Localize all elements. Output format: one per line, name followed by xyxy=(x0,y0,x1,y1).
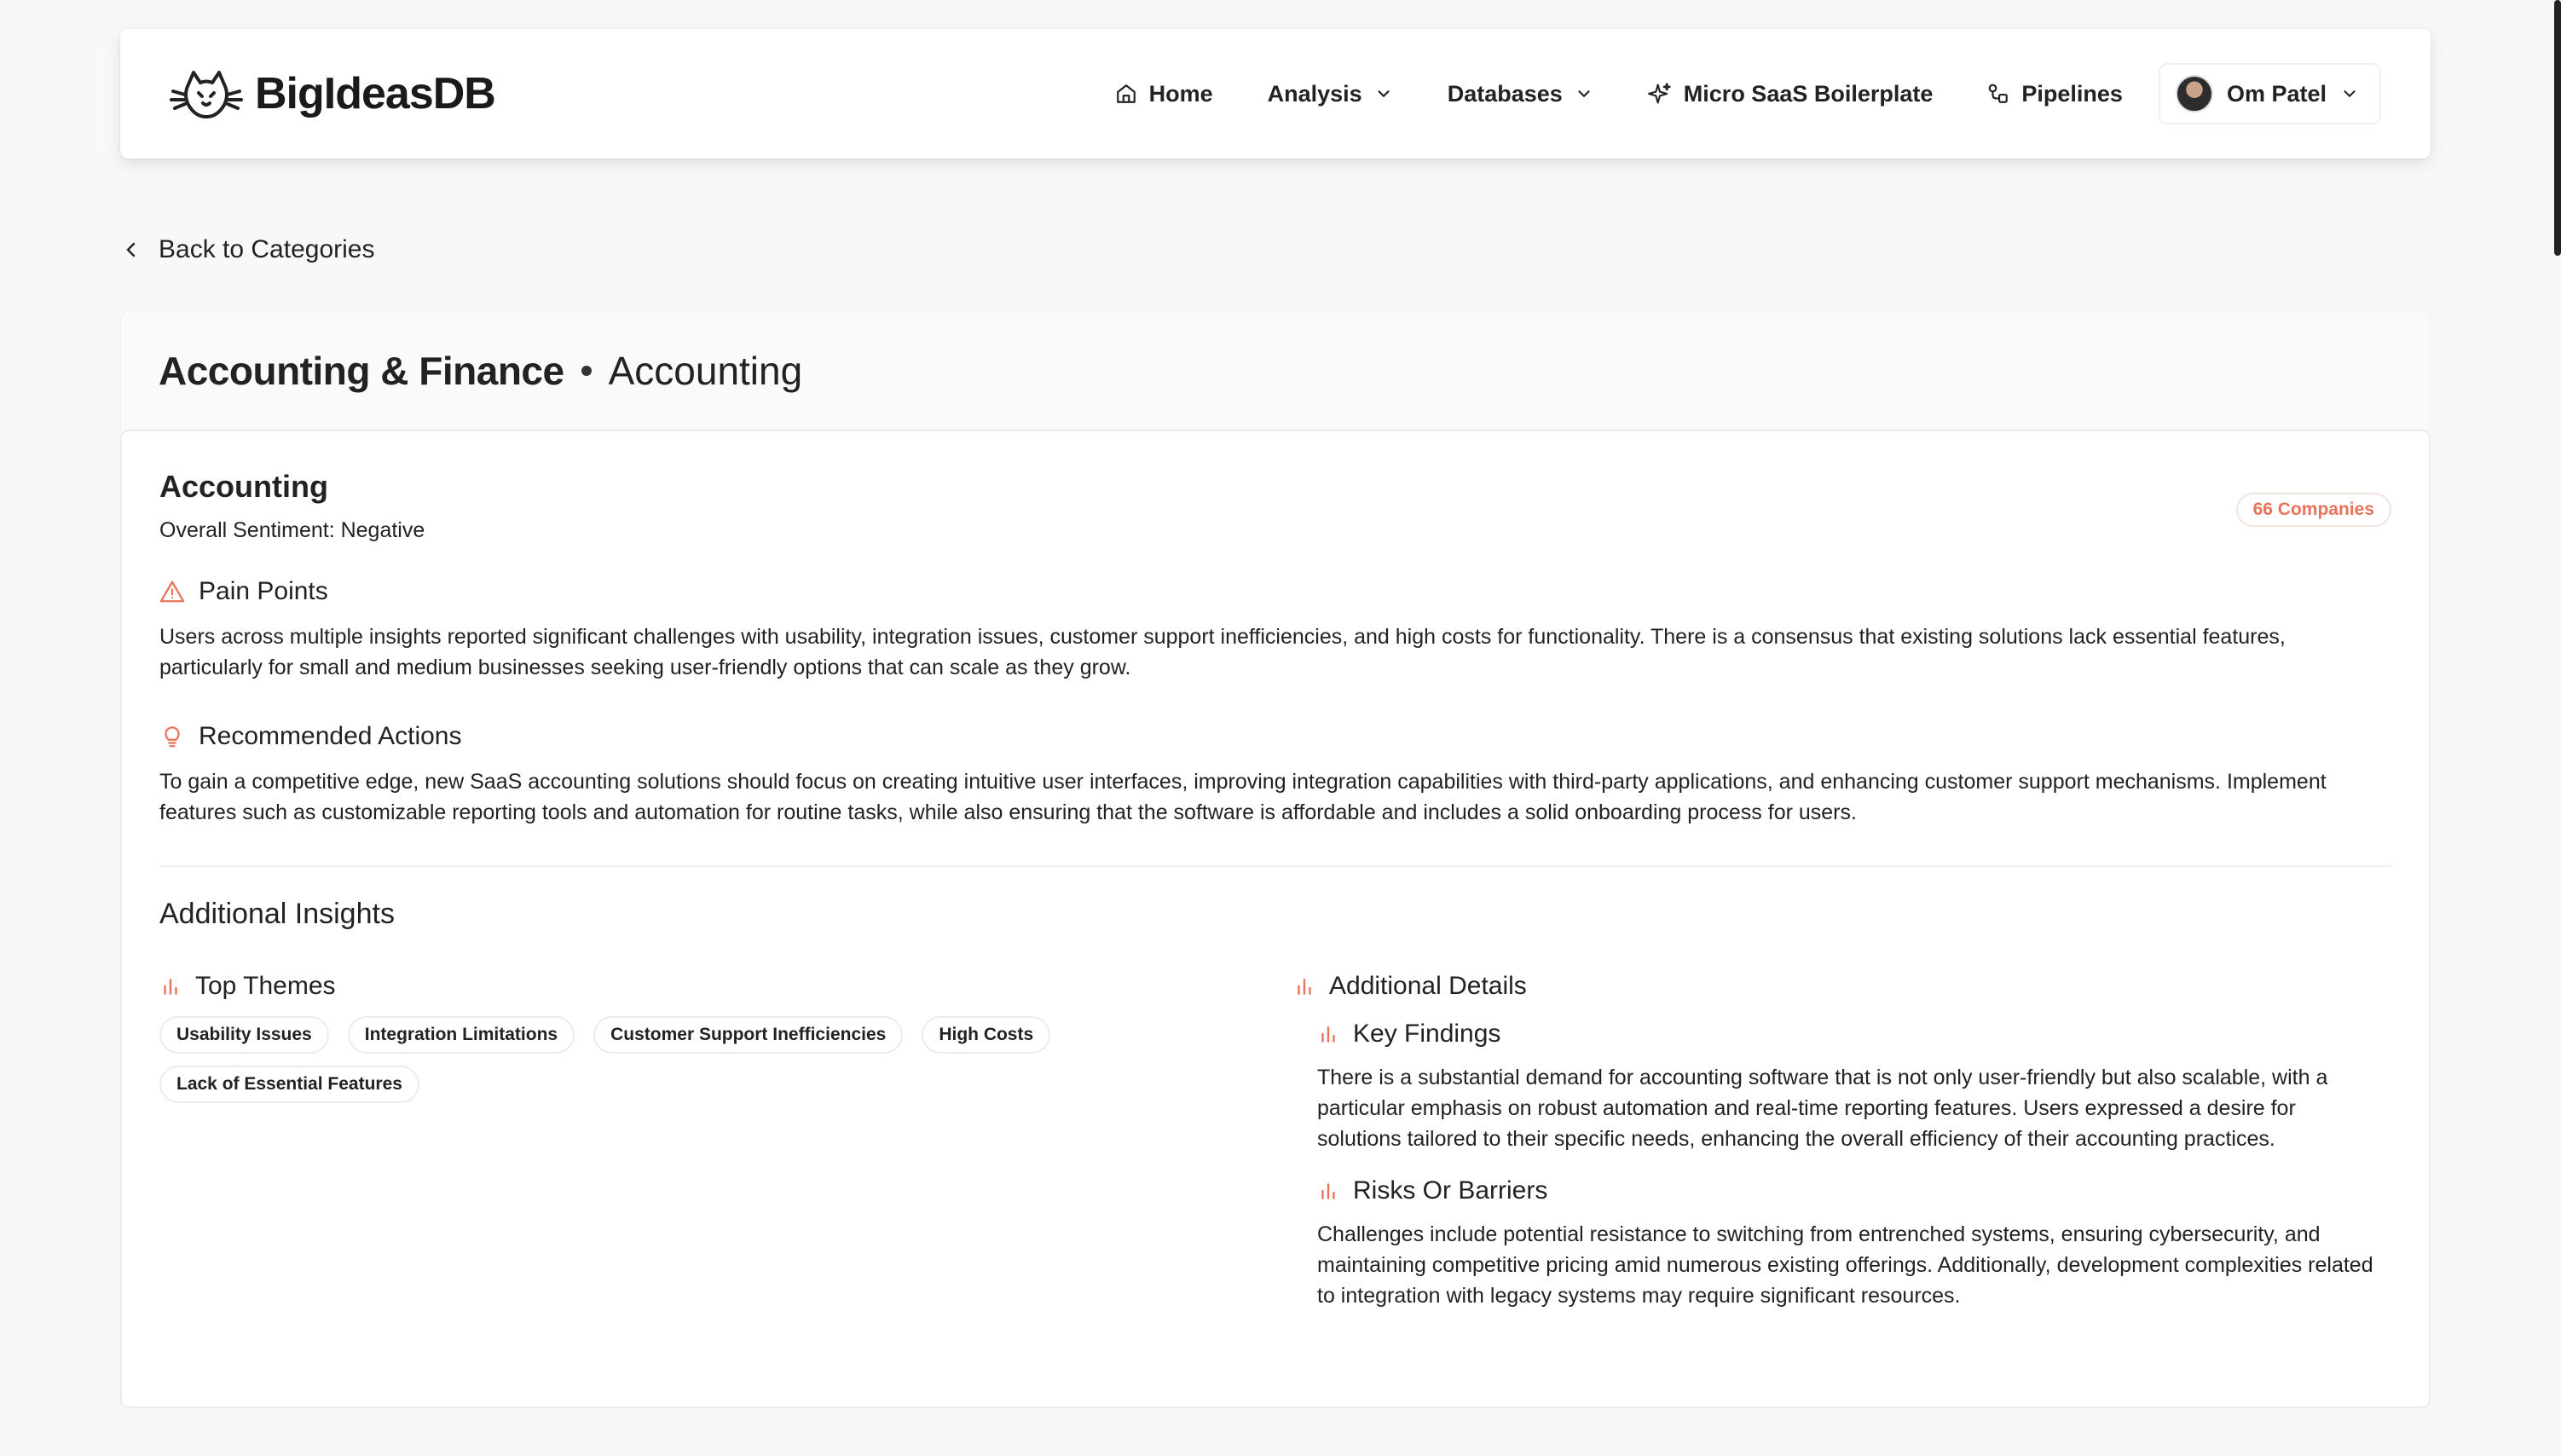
insight-card xyxy=(120,430,2431,1408)
theme-chip[interactable]: Lack of Essential Features xyxy=(159,1066,419,1103)
pain-points-section xyxy=(159,577,2391,683)
nav-pipelines-label: Pipelines xyxy=(2021,80,2123,107)
page-title xyxy=(120,310,2431,430)
theme-chip[interactable]: Integration Limitations xyxy=(348,1016,575,1054)
warning-icon xyxy=(159,580,185,604)
divider xyxy=(159,865,2391,867)
key-findings-block xyxy=(1317,1020,2391,1154)
title-separator-dot xyxy=(581,366,592,376)
bar-chart-icon xyxy=(159,975,182,997)
home-icon xyxy=(1115,83,1137,105)
category-title: Accounting & Finance xyxy=(159,348,564,393)
theme-chip[interactable]: High Costs xyxy=(922,1016,1050,1054)
cat-logo-icon xyxy=(170,66,243,122)
nav-home-label: Home xyxy=(1148,80,1213,107)
back-to-categories-link[interactable] xyxy=(123,235,374,264)
theme-chips xyxy=(159,1016,1097,1103)
avatar xyxy=(2176,75,2213,113)
recommended-actions-text: To gain a competitive edge, new SaaS accounting solutions should focus on creating intuitive user interfaces, improving integration capabilities with third-party applications, and enhancing customer support mechanisms. Implement features such as customizable reporting tools and automation for routine tasks, while also ensuring that the software is affordable and includes a solid onboarding process for users. xyxy=(159,770,2327,824)
recommended-actions-heading: Recommended Actions xyxy=(199,722,462,750)
bar-chart-icon xyxy=(1317,1180,1339,1202)
top-themes-heading: Top Themes xyxy=(195,972,336,1000)
user-name: Om Patel xyxy=(2226,80,2327,107)
sparkle-icon xyxy=(1648,82,1672,106)
chevron-left-icon xyxy=(123,240,140,260)
card-title: Accounting xyxy=(159,469,328,504)
additional-insights-heading: Additional Insights xyxy=(159,898,395,930)
nav-micro-saas[interactable] xyxy=(1621,63,1961,124)
bar-chart-icon xyxy=(1317,1023,1339,1045)
theme-chip[interactable]: Customer Support Inefficiencies xyxy=(593,1016,903,1054)
chevron-down-icon xyxy=(1374,84,1393,103)
brand[interactable] xyxy=(170,66,495,122)
nav-analysis[interactable] xyxy=(1240,63,1420,124)
key-findings-text: There is a substantial demand for accounting software that is not only user-friendly but also scalable, with a particular emphasis on robust automation and real-time reporting features. Users expressed a desire for solutions tailored to their specific needs, enhancing the overall efficiency of their accounting practices. xyxy=(1317,1066,2328,1151)
additional-details-section xyxy=(1293,972,2391,1311)
key-findings-heading: Key Findings xyxy=(1353,1020,1501,1048)
pipeline-icon xyxy=(1987,83,2009,105)
companies-badge[interactable]: 66 Companies xyxy=(2236,493,2391,527)
subcategory-title: Accounting xyxy=(608,348,803,393)
pain-points-heading: Pain Points xyxy=(199,577,328,605)
back-link-label: Back to Categories xyxy=(159,235,375,263)
overall-sentiment: Overall Sentiment: Negative xyxy=(159,518,425,542)
recommended-actions-section xyxy=(159,722,2391,828)
insights-columns xyxy=(159,972,2391,1311)
nav-home[interactable] xyxy=(1088,63,1240,124)
chevron-down-icon xyxy=(1575,84,1593,103)
brand-name: BigIdeasDB xyxy=(255,69,495,118)
additional-details-heading: Additional Details xyxy=(1329,972,1527,1000)
risks-block xyxy=(1317,1176,2391,1311)
scrollbar-thumb[interactable] xyxy=(2554,0,2561,256)
risks-text: Challenges include potential resistance to switching from entrenched systems, ensuring cybersecurity, and maintaining competitive pricing amid numerous existing offerings. Additionally, development complexities related to integration with legacy systems may require significant resources. xyxy=(1317,1222,2373,1308)
bar-chart-icon xyxy=(1293,975,1315,997)
nav-analysis-label: Analysis xyxy=(1267,80,1362,107)
pain-points-text: Users across multiple insights reported significant challenges with usability, integration issues, customer support inefficiencies, and high costs for functionality. There is a consensus that existing solutions lack essential features, particularly for small and medium businesses seeking user-friendly options that can scale as they grow. xyxy=(159,625,2286,679)
nav-pipelines[interactable] xyxy=(1960,63,2150,124)
nav-databases[interactable] xyxy=(1420,63,1621,124)
theme-chip[interactable]: Usability Issues xyxy=(159,1016,329,1054)
chevron-down-icon xyxy=(2340,84,2359,103)
lightbulb-icon xyxy=(159,724,185,749)
nav-databases-label: Databases xyxy=(1447,80,1563,107)
top-themes-section xyxy=(159,972,1293,1311)
nav-menu xyxy=(1088,63,2381,124)
risks-heading: Risks Or Barriers xyxy=(1353,1176,1548,1205)
nav-micro-saas-label: Micro SaaS Boilerplate xyxy=(1683,80,1934,107)
user-menu-button[interactable] xyxy=(2159,63,2381,124)
top-navbar xyxy=(120,29,2431,159)
